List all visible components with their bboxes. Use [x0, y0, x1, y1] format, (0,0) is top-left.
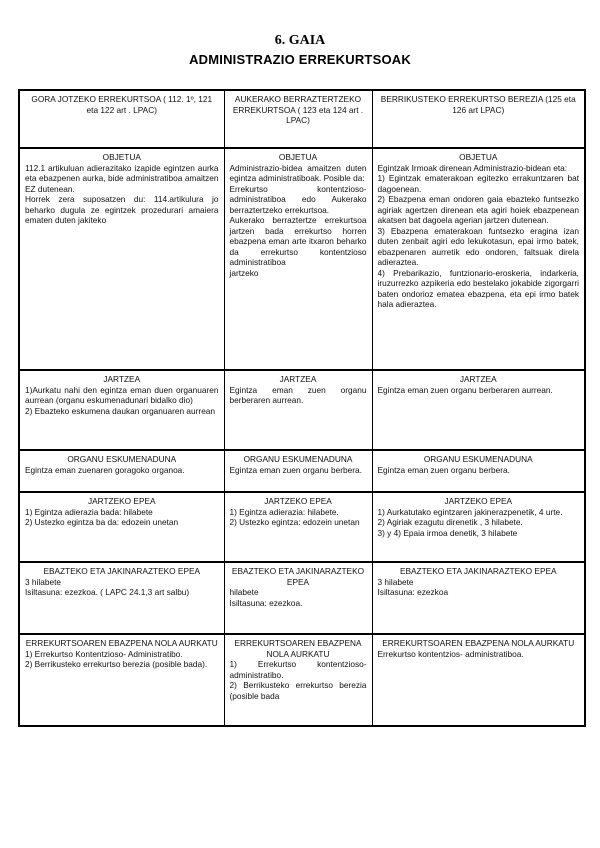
chapter-subtitle: ADMINISTRAZIO ERREKURTSOAK — [189, 52, 411, 67]
table-cell — [372, 492, 585, 562]
cell-text: Egintzak Irmoak direnean Administrazio-bidean eta: 1) Egintzak ematerakoan egitezko errakuntzaren bat dagoenean. 2) Ebazpena eman ondoren gaia ebazteko funtsezko agiriak agertzen direnean eta agiri hoiek ebazpenean akatsen bat dagoela agerian jartzen dutenean. 3) Ebazpena ematerakoan funtsezko eragina izan duten zenbait agiri edo lekukotasun, epai irmo batek, ebazpenaren aurretik edo ondoren, faltsuak direla adieraztea. 4) Prebarikazio, funtzionario-eroskeria, indarkeria, iruzurrezko azpikeria edo bestelako jokabide zigorgarri baten ondorioz ematea ebazpena, eta epi irmo batek hala adieraztea. — [377, 162, 579, 309]
cell-text: Errekurtso kontentzios- administratiboa. — [377, 648, 524, 659]
recursos-table — [18, 89, 586, 727]
table-cell — [224, 634, 372, 726]
cell-text: 1) Errekurtso kontentzioso-administratibo. 2) Berrikusteko errekurtso berezia (posible bada — [229, 659, 367, 701]
cell-text: 1) Aurkatutako egintzaren jakinerazpenetik, 4 urte. 2) Agiriak ezagutu direnetik , 3 hilabete. 3) y 4) Epaia irmoa denetik, 3 hilabete — [377, 506, 563, 538]
table-cell — [19, 634, 224, 726]
cell-text: 1) Egintza adierazia: hilabete. 2) Ustezko egintza: edozein unetan — [229, 506, 360, 527]
cell-heading: ORGANU ESKUMENADUNA — [67, 454, 177, 464]
cell-text: Administrazio-bidea amaitzen duten egintza administratiboak. Posible da: Errekurtso kontentzioso-administratiboa edo Aukerako berraztertzeko errekurtsoa. Aukerako berraztertze errekurtsoa jartzen bada errekurtso horren ebazpena eman arte itxaron beharko da errekurtso kontentzioso administratiboa jartzeko — [229, 162, 367, 278]
cell-text: 3 hilabete Isiltasuna: ezezkoa. ( LAPC 24.1,3 art salbu) — [25, 576, 190, 597]
table-row-ebazteko-epea — [19, 562, 585, 634]
cell-text: Egintza eman zuen organu berbera. — [377, 464, 510, 475]
table-row-objetua — [19, 148, 585, 370]
cell-heading: EBAZTEKO ETA JAKINARAZTEKO EPEA — [399, 566, 557, 576]
table-cell — [19, 562, 224, 634]
cell-heading: OBJETUA — [278, 152, 318, 162]
cell-heading: JARTZEKO EPEA — [87, 496, 156, 506]
table-cell — [372, 562, 585, 634]
table-cell — [372, 148, 585, 370]
table-cell — [19, 492, 224, 562]
cell-heading: JARTZEA — [103, 374, 141, 384]
table-cell — [372, 450, 585, 492]
cell-text: 3 hilabete Isiltasuna: ezezkoa — [377, 576, 449, 597]
cell-heading: ERREKURTSOAREN EBAZPENA NOLA AURKATU — [234, 638, 362, 659]
cell-heading: ORGANU ESKUMENADUNA — [423, 454, 533, 464]
table-cell — [224, 562, 372, 634]
column-header-aukerako: AUKERAKO BERRAZTERTZEKO ERREKURTSOA ( 123 eta 124 art . LPAC) — [224, 90, 372, 148]
table-row-aurkatu — [19, 634, 585, 726]
table-cell — [19, 148, 224, 370]
cell-heading: OBJETUA — [459, 152, 498, 162]
table-cell — [224, 148, 372, 370]
cell-heading: JARTZEA — [279, 374, 317, 384]
cell-heading: EBAZTEKO ETA JAKINARAZTEKO EPEA — [231, 566, 365, 587]
table-cell — [19, 370, 224, 450]
cell-heading: EBAZTEKO ETA JAKINARAZTEKO EPEA — [43, 566, 201, 576]
cell-text: hilabete Isiltasuna: ezezkoa. — [229, 587, 303, 608]
cell-text: 1) Errekurtso Kontentzioso- Administratibo. 2) Berrikusteko errekurtso berezia (posible bada). — [25, 648, 208, 669]
cell-heading: JARTZEKO EPEA — [444, 496, 513, 506]
cell-text: Egintza eman zuen organu berberaren aurrean. — [229, 384, 367, 405]
table-row-jartzea — [19, 370, 585, 450]
table-row-jartzeko-epea — [19, 492, 585, 562]
cell-heading: ERREKURTSOAREN EBAZPENA NOLA AURKATU — [382, 638, 575, 648]
cell-heading: ERREKURTSOAREN EBAZPENA NOLA AURKATU — [25, 638, 218, 648]
table-row-organu — [19, 450, 585, 492]
cell-heading: JARTZEA — [459, 374, 497, 384]
cell-heading: JARTZEKO EPEA — [264, 496, 332, 506]
table-cell — [19, 450, 224, 492]
column-header-berrikusteko: BERRIKUSTEKO ERREKURTSO BEREZIA (125 eta 126 art LPAC) — [372, 90, 585, 148]
table-header-row — [19, 90, 585, 148]
table-cell — [224, 370, 372, 450]
cell-heading: ORGANU ESKUMENADUNA — [243, 454, 353, 464]
column-header-gora-jotzeko: GORA JOTZEKO ERREKURTSOA ( 112. 1º, 121 eta 122 art . LPAC) — [19, 90, 224, 148]
cell-text: 112.1 artikuluan adierazitako izapide egintzen aurka eta ebazpenen aurka, bide administratiboa amaitzen EZ dutenean. Horrek zera suposatzen du: 114.artikulura jo beharko dugula ze egintzek prozedurari amaiera ematen duten jakiteko — [25, 162, 219, 225]
cell-text: 1) Egintza adierazia bada: hilabete 2) Ustezko egintza ba da: edozein unetan — [25, 506, 179, 527]
cell-text: Egintza eman zuenaren goragoko organoa. — [25, 464, 185, 475]
cell-text: Egintza eman zuen organu berberaren aurrean. — [377, 384, 553, 395]
chapter-title: 6. GAIA — [274, 33, 326, 48]
cell-heading: OBJETUA — [102, 152, 141, 162]
cell-text: Egintza eman zuen organu berbera. — [229, 464, 362, 475]
table-cell — [224, 492, 372, 562]
table-cell — [372, 370, 585, 450]
table-cell — [372, 634, 585, 726]
cell-text: 1)Aurkatu nahi den egintza eman duen organuaren aurrean (organu eskumenadunari bidalko dio) 2) Ebazteko eskumena daukan organuaren aurrean — [25, 384, 219, 416]
table-cell — [224, 450, 372, 492]
